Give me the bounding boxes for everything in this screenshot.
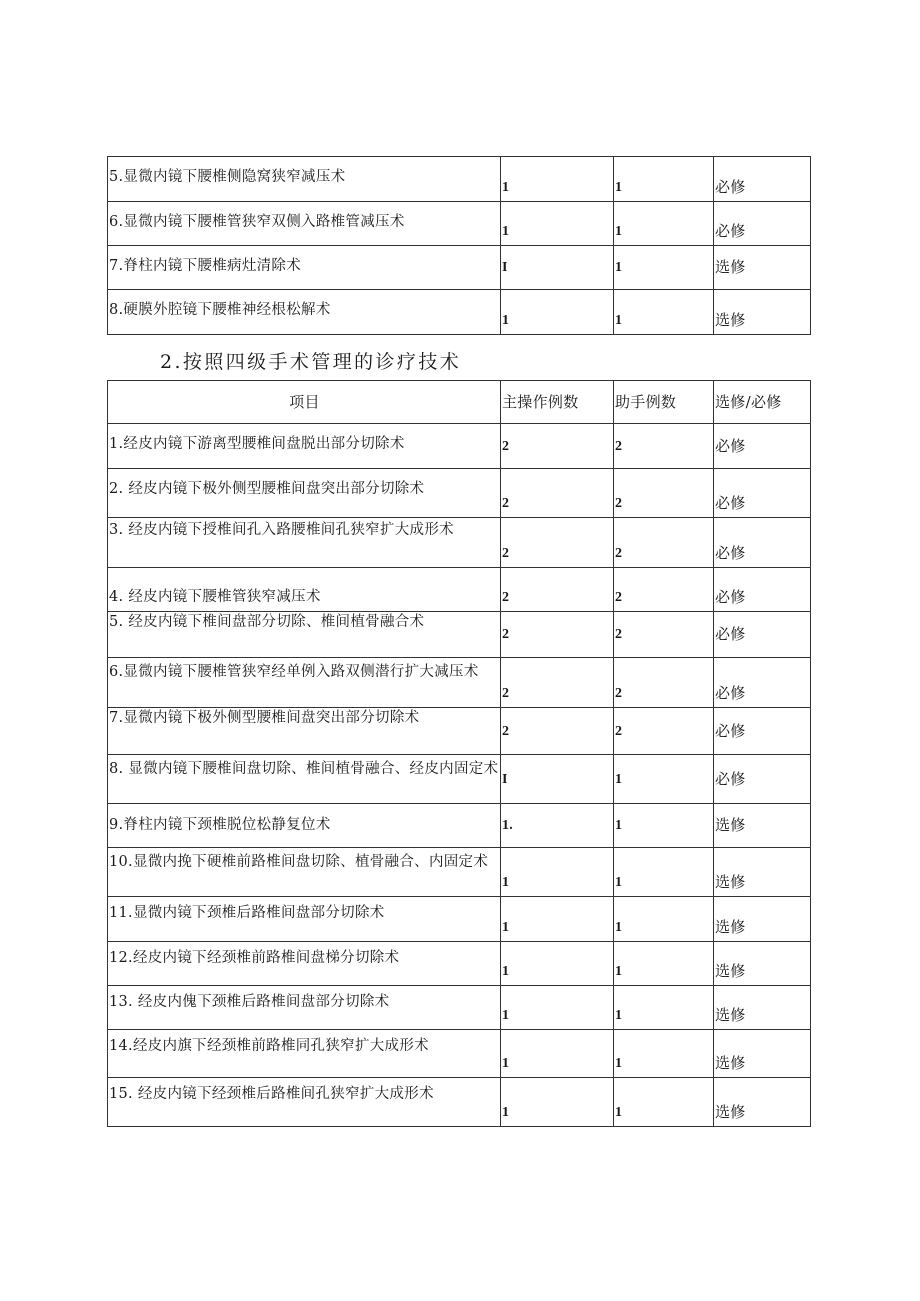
course-type: 必修 bbox=[714, 658, 811, 708]
main-operator-count: 1 bbox=[501, 848, 614, 897]
course-type: 必修 bbox=[714, 568, 811, 612]
main-operator-count: I bbox=[501, 246, 614, 290]
procedure-name: 2. 经皮内镜下极外侧型腰椎间盘突出部分切除术 bbox=[108, 469, 501, 518]
assistant-count: 1 bbox=[614, 986, 714, 1030]
assistant-count: 2 bbox=[614, 658, 714, 708]
table-row bbox=[108, 424, 811, 469]
procedure-name: 6.显微内镜下腰椎管狭窄经单例入路双侧潜行扩大减压术 bbox=[108, 658, 501, 708]
course-type: 必修 bbox=[714, 424, 811, 469]
surgery-table-level3-continued bbox=[107, 156, 811, 335]
table-row bbox=[108, 290, 811, 335]
column-header-main-operator: 主操作例数 bbox=[501, 381, 614, 424]
course-type: 必修 bbox=[714, 708, 811, 755]
procedure-name: 6.显微内镜下腰椎管狭窄双侧入路椎管减压术 bbox=[108, 202, 501, 246]
column-header-course-type: 选修/必修 bbox=[714, 381, 811, 424]
procedure-name: 10.显微内挽下硬椎前路椎间盘切除、植骨融合、内固定术 bbox=[108, 848, 501, 897]
surgery-table-level4 bbox=[107, 380, 811, 1127]
table-row bbox=[108, 658, 811, 708]
main-operator-count: 1 bbox=[501, 1078, 614, 1127]
assistant-count: 1 bbox=[614, 942, 714, 986]
course-type: 必修 bbox=[714, 202, 811, 246]
section-heading: 2.按照四级手术管理的诊疗技术 bbox=[160, 351, 462, 373]
assistant-count: 1 bbox=[614, 897, 714, 942]
main-operator-count: 2 bbox=[501, 708, 614, 755]
column-header-assistant: 助手例数 bbox=[614, 381, 714, 424]
course-type: 必修 bbox=[714, 469, 811, 518]
course-type: 必修 bbox=[714, 518, 811, 568]
assistant-count: 1 bbox=[614, 202, 714, 246]
table-row bbox=[108, 202, 811, 246]
course-type: 选修 bbox=[714, 804, 811, 848]
procedure-name: 7.显微内镜下极外侧型腰椎间盘突出部分切除术 bbox=[108, 708, 501, 755]
assistant-count: 1 bbox=[614, 157, 714, 202]
table-row bbox=[108, 518, 811, 568]
main-operator-count: 2 bbox=[501, 612, 614, 658]
table-row bbox=[108, 804, 811, 848]
table-row bbox=[108, 708, 811, 755]
table-row bbox=[108, 755, 811, 804]
table-row bbox=[108, 568, 811, 612]
course-type: 选修 bbox=[714, 1030, 811, 1078]
course-type: 选修 bbox=[714, 986, 811, 1030]
table-row bbox=[108, 612, 811, 658]
main-operator-count: 1 bbox=[501, 157, 614, 202]
course-type: 选修 bbox=[714, 897, 811, 942]
assistant-count: 1 bbox=[614, 246, 714, 290]
assistant-count: 2 bbox=[614, 708, 714, 755]
table-row bbox=[108, 246, 811, 290]
main-operator-count: 1 bbox=[501, 1030, 614, 1078]
table-row bbox=[108, 1030, 811, 1078]
main-operator-count: 1. bbox=[501, 804, 614, 848]
assistant-count: 1 bbox=[614, 804, 714, 848]
main-operator-count: 2 bbox=[501, 568, 614, 612]
assistant-count: 2 bbox=[614, 518, 714, 568]
assistant-count: 1 bbox=[614, 755, 714, 804]
assistant-count: 2 bbox=[614, 612, 714, 658]
procedure-name: 3. 经皮内镜下授椎间孔入路腰椎间孔狭窄扩大成形术 bbox=[108, 518, 501, 568]
main-operator-count: 2 bbox=[501, 518, 614, 568]
main-operator-count: I bbox=[501, 755, 614, 804]
assistant-count: 1 bbox=[614, 290, 714, 335]
procedure-name: 8.硬膜外腔镜下腰椎神经根松解术 bbox=[108, 290, 501, 335]
assistant-count: 1 bbox=[614, 1030, 714, 1078]
procedure-name: 4. 经皮内镜下腰椎管狭窄减压术 bbox=[108, 568, 501, 612]
column-header-project: 项目 bbox=[108, 381, 501, 424]
assistant-count: 1 bbox=[614, 1078, 714, 1127]
procedure-name: 8. 显微内镜下腰椎间盘切除、椎间植骨融合、经皮内固定术 bbox=[108, 755, 501, 804]
table-row bbox=[108, 897, 811, 942]
table-row bbox=[108, 157, 811, 202]
course-type: 必修 bbox=[714, 157, 811, 202]
table-row bbox=[108, 942, 811, 986]
course-type: 选修 bbox=[714, 290, 811, 335]
main-operator-count: 1 bbox=[501, 942, 614, 986]
procedure-name: 12.经皮内镜下经颈椎前路椎间盘梯分切除术 bbox=[108, 942, 501, 986]
table-row bbox=[108, 469, 811, 518]
table-row bbox=[108, 1078, 811, 1127]
procedure-name: 7.脊柱内镜下腰椎病灶清除术 bbox=[108, 246, 501, 290]
course-type: 选修 bbox=[714, 942, 811, 986]
main-operator-count: 1 bbox=[501, 986, 614, 1030]
assistant-count: 2 bbox=[614, 568, 714, 612]
assistant-count: 2 bbox=[614, 469, 714, 518]
assistant-count: 1 bbox=[614, 848, 714, 897]
main-operator-count: 2 bbox=[501, 658, 614, 708]
procedure-name: 11.显微内镜下颈椎后路椎间盘部分切除术 bbox=[108, 897, 501, 942]
procedure-name: 9.脊柱内镜下颈椎脱位松静复位术 bbox=[108, 804, 501, 848]
course-type: 必修 bbox=[714, 755, 811, 804]
main-operator-count: 2 bbox=[501, 424, 614, 469]
main-operator-count: 2 bbox=[501, 469, 614, 518]
table-header-row bbox=[108, 381, 811, 424]
procedure-name: 13. 经皮内傀下颈椎后路椎间盘部分切除术 bbox=[108, 986, 501, 1030]
course-type: 必修 bbox=[714, 612, 811, 658]
procedure-name: 5.显微内镜下腰椎侧隐窝狭窄减压术 bbox=[108, 157, 501, 202]
procedure-name: 5. 经皮内镜下椎间盘部分切除、椎间植骨融合术 bbox=[108, 612, 501, 658]
course-type: 选修 bbox=[714, 848, 811, 897]
main-operator-count: 1 bbox=[501, 897, 614, 942]
procedure-name: 15. 经皮内镜下经颈椎后路椎间孔狭窄扩大成形术 bbox=[108, 1078, 501, 1127]
table-row bbox=[108, 986, 811, 1030]
course-type: 选修 bbox=[714, 1078, 811, 1127]
course-type: 选修 bbox=[714, 246, 811, 290]
table-row bbox=[108, 848, 811, 897]
assistant-count: 2 bbox=[614, 424, 714, 469]
main-operator-count: 1 bbox=[501, 290, 614, 335]
main-operator-count: 1 bbox=[501, 202, 614, 246]
procedure-name: 1.经皮内镜下游离型腰椎间盘脱出部分切除术 bbox=[108, 424, 501, 469]
procedure-name: 14.经皮内旗下经颈椎前路椎同孔狭窄扩大成形术 bbox=[108, 1030, 501, 1078]
